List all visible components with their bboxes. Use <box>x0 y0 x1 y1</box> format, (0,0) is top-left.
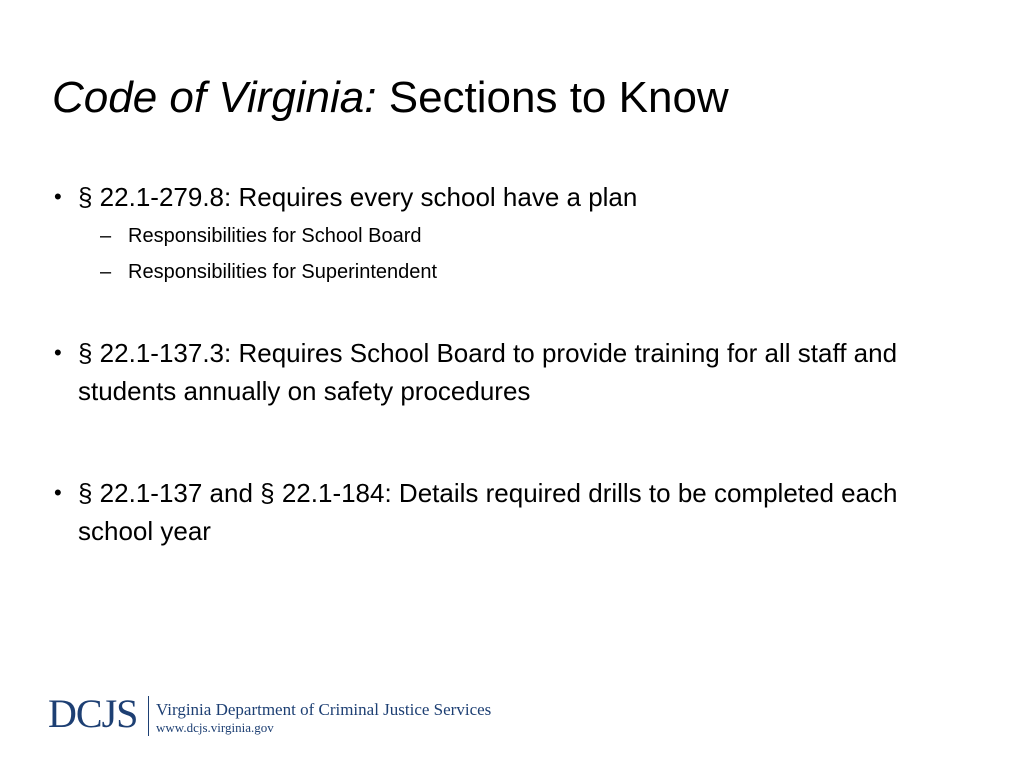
footer-branding <box>48 692 508 742</box>
bullet-item <box>52 178 952 216</box>
logo-divider <box>148 696 149 736</box>
bullet-item <box>52 334 952 410</box>
slide-title-italic: Code of Virginia: <box>52 73 377 122</box>
bullet-marker: • <box>54 480 62 505</box>
bullet-marker: • <box>54 184 62 209</box>
bullet-item <box>52 474 952 550</box>
bullet-list <box>52 178 952 550</box>
sub-bullet-list <box>52 218 952 290</box>
bullet-text: § 22.1-137 and § 22.1-184: Details required drills to be completed each school year <box>78 478 898 546</box>
slide-title-rest: Sections to Know <box>376 73 729 122</box>
sub-bullet-text: Responsibilities for Superintendent <box>128 261 438 283</box>
agency-name: Virginia Department of Criminal Justice Services <box>156 700 492 719</box>
sub-bullet-item <box>52 254 952 290</box>
slide-title <box>52 68 729 128</box>
sub-bullet-item <box>52 218 952 254</box>
sub-bullet-marker: – <box>100 225 112 247</box>
dcjs-logo: DCJS <box>48 691 138 736</box>
sub-bullet-marker: – <box>100 261 112 283</box>
bullet-text: § 22.1-137.3: Requires School Board to provide training for all staff and students annually on safety procedures <box>78 338 898 406</box>
bullet-text: § 22.1-279.8: Requires every school have a plan <box>78 182 638 212</box>
bullet-marker: • <box>54 340 62 365</box>
agency-url: www.dcjs.virginia.gov <box>156 720 274 735</box>
sub-bullet-text: Responsibilities for School Board <box>128 225 422 247</box>
